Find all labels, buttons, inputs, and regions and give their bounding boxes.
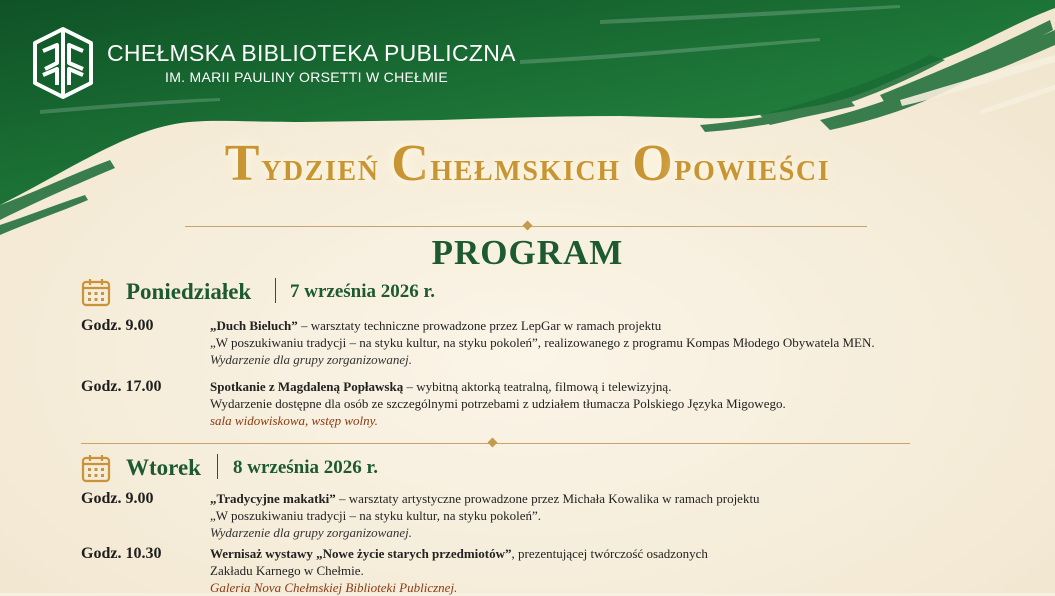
header [0,0,1055,110]
day-date: 8 września 2026 r. [233,457,378,478]
event-time: Godz. 10.30 [81,545,162,562]
poster-title: Tydzień Chełmskich Opowieści [224,135,831,192]
program-heading: PROGRAM [431,233,624,272]
day-separator [217,454,218,479]
event-description: Spotkanie z Magdaleną Popławską – wybitną aktorką teatralną, filmową i telewizyjną. Wydarzenie dostępne dla osób ze szczególnymi potrzebami z udziałem tłumacza Polskiego Języka Migowego. sala widowiskowa, wstęp wolny. [210,379,786,428]
event-description: „Tradycyjne makatki” – warsztaty artystyczne prowadzone przez Michała Kowalika w ramach projektu „W poszukiwaniu tradycji – na styku kultur, na styku pokoleń”. Wydarzenie dla grupy zorganizowanej. [210,491,760,540]
event-time: Godz. 9.00 [81,317,154,334]
day-name: Wtorek [126,455,201,480]
event-note: Wydarzenie dla grupy zorganizowanej. [210,352,412,367]
library-name: CHEŁMSKA BIBLIOTEKA PUBLICZNA [107,40,516,66]
day-date: 7 września 2026 r. [290,281,435,302]
library-logo [31,25,95,99]
day-name: Poniedziałek [126,279,252,304]
day-heading-monday [81,277,581,307]
event-description: „Duch Bieluch” – warsztaty techniczne prowadzone przez LepGar w ramach projektu „W poszukiwaniu tradycji – na styku kultur, na styku pokoleń”, realizowanego z programu Kompas Młodego Obywatela MEN. Wydarzenie dla grupy zorganizowanej. [210,318,875,367]
event-title: Spotkanie z Magdaleną Popławską [210,379,404,394]
event-note: sala widowiskowa, wstęp wolny. [210,413,378,428]
event-note: Wydarzenie dla grupy zorganizowanej. [210,525,412,540]
event-title: „Duch Bieluch” [210,318,298,333]
event-note: Galeria Nova Chełmskiej Biblioteki Publicznej. [210,580,458,595]
event-title: „Tradycyjne makatki” [210,491,336,506]
library-subtitle: IM. MARII PAULINY ORSETTI W CHEŁMIE [165,69,449,85]
event-title: „Nowe życie starych przedmiotów” [316,546,512,561]
event-time: Godz. 17.00 [81,378,162,395]
event-time: Godz. 9.00 [81,490,154,507]
day-separator [275,278,276,303]
day-heading-tuesday [81,453,501,483]
calendar-icon [81,453,111,483]
event-description: Wernisaż wystawy „Nowe życie starych przedmiotów”, prezentującej twórczość osadzonych Zakładu Karnego w Chełmie. Galeria Nova Chełmskiej Biblioteki Publicznej. [210,546,708,595]
calendar-icon [81,277,111,307]
